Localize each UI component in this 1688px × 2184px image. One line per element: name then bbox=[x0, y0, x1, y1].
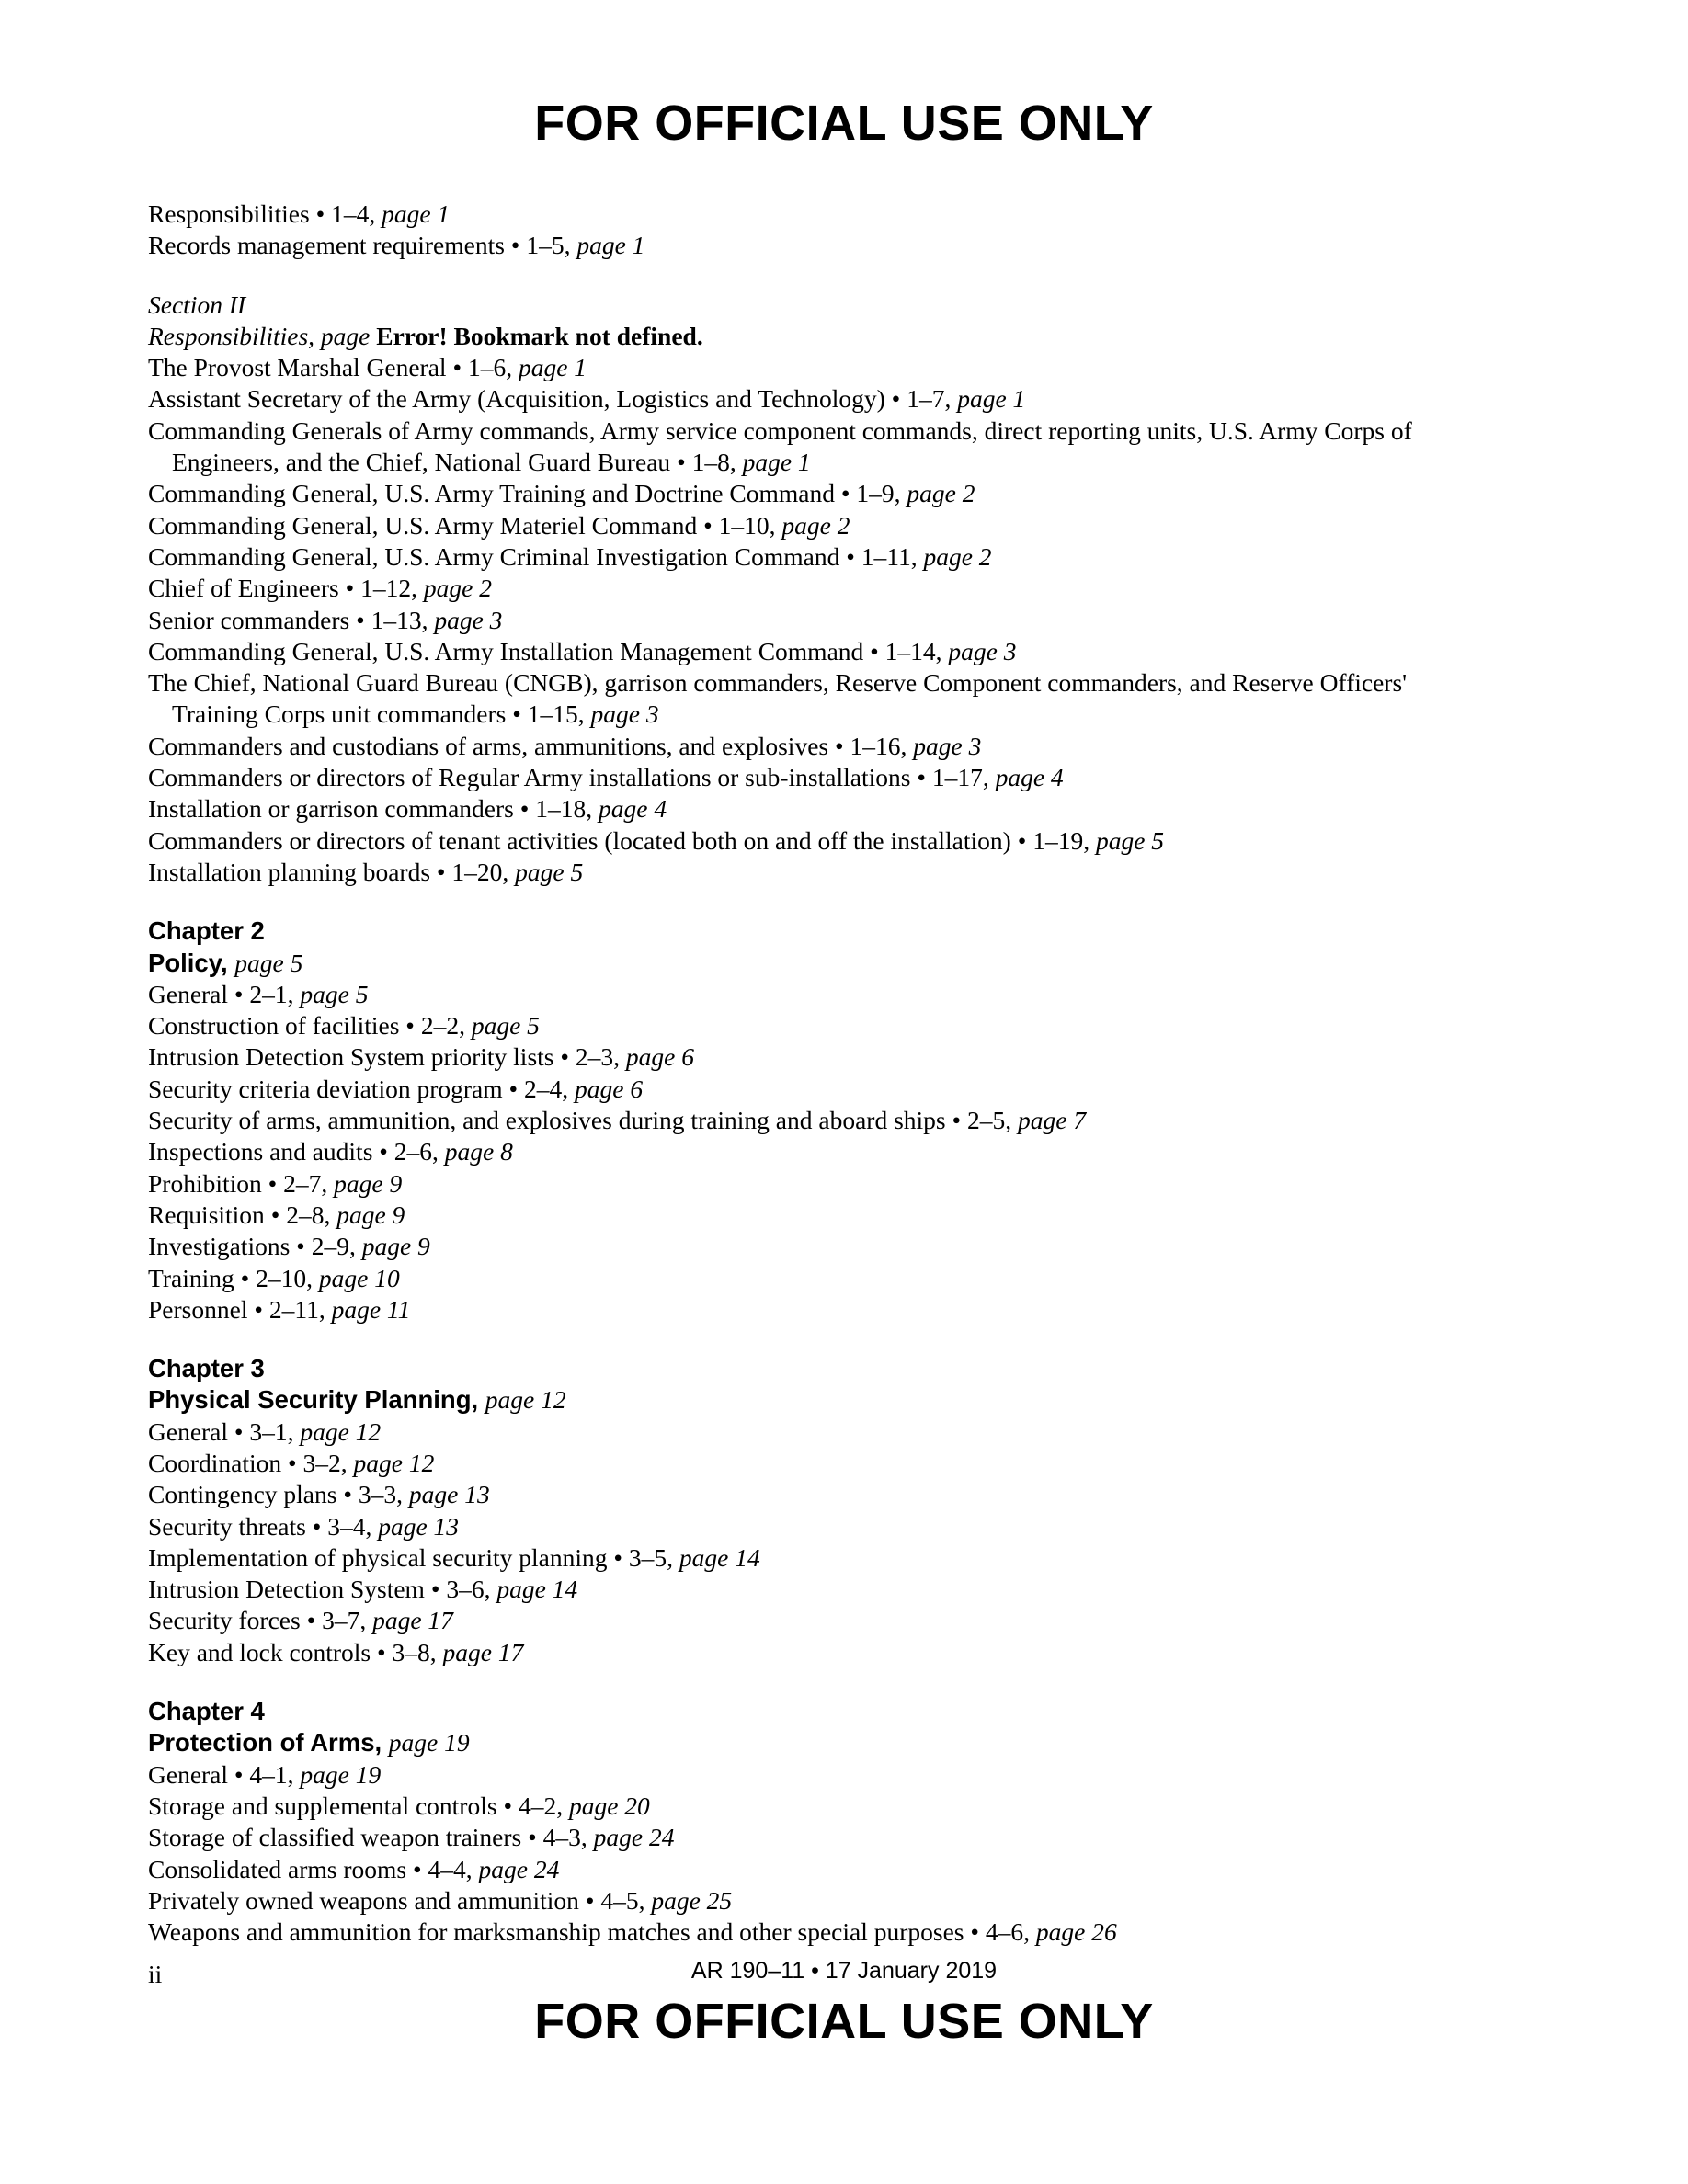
toc-entry: Training • 2–10, page 10 bbox=[148, 1263, 400, 1292]
entry-paragraph: 1–10 bbox=[718, 510, 770, 540]
entry-paragraph: 1–8 bbox=[691, 448, 730, 477]
entry-paragraph: 2–11 bbox=[268, 1294, 319, 1324]
entry-page: page 8 bbox=[444, 1137, 513, 1166]
entry-title: Installation planning boards bbox=[148, 857, 431, 886]
entry-title: Commanding General, U.S. Army Training and Doctrine Command bbox=[148, 479, 836, 508]
toc-entry: Chief of Engineers • 1–12, page 2 bbox=[148, 574, 492, 603]
entry-title: Intrusion Detection System priority lists bbox=[148, 1042, 554, 1072]
entry-title: The Chief, National Guard Bureau (CNGB), garrison commanders, Reserve Component commanders, and Reserve Officers' Training Corps unit commanders bbox=[148, 668, 1408, 729]
entry-paragraph: 3–7 bbox=[322, 1606, 360, 1635]
entry-paragraph: 3–8 bbox=[392, 1637, 430, 1666]
entry-page: page 9 bbox=[361, 1232, 430, 1261]
entry-paragraph: 2–5 bbox=[967, 1106, 1006, 1135]
entry-title: Chief of Engineers bbox=[148, 574, 339, 603]
toc-entry: Assistant Secretary of the Army (Acquisition, Logistics and Technology) • 1–7, page 1 bbox=[148, 384, 1026, 414]
entry-page: page 5 bbox=[471, 1011, 540, 1041]
chapter-title: Policy, bbox=[148, 948, 228, 977]
entry-paragraph: 3–1 bbox=[249, 1416, 288, 1446]
entry-paragraph: 1–15 bbox=[527, 700, 578, 729]
chapter-label: Chapter 3 bbox=[148, 1354, 265, 1383]
entry-page: page 9 bbox=[336, 1200, 405, 1229]
entry-title: Requisition bbox=[148, 1200, 265, 1229]
chapter-label: Chapter 2 bbox=[148, 916, 265, 946]
toc-entry: Implementation of physical security planning • 3–5, page 14 bbox=[148, 1542, 760, 1572]
entry-page: page 2 bbox=[923, 541, 992, 571]
entry-title: Commanders or directors of tenant activities (located both on and off the installation) bbox=[148, 825, 1011, 855]
entry-title: Consolidated arms rooms bbox=[148, 1854, 407, 1883]
footer-document-id: AR 190–11 • 17 January 2019 bbox=[690, 1958, 998, 1984]
toc-entry: Requisition • 2–8, page 9 bbox=[148, 1200, 405, 1229]
footer-page-number: ii bbox=[148, 1960, 163, 1988]
toc-entry: Contingency plans • 3–3, page 13 bbox=[148, 1480, 490, 1509]
chapters bbox=[148, 888, 1472, 1948]
entry-title: Investigations bbox=[148, 1232, 291, 1261]
toc-entry: The Chief, National Guard Bureau (CNGB), garrison commanders, Reserve Component commanders, and Reserve Officers' Training Corps unit commanders • 1–15, page 3 bbox=[148, 668, 1408, 729]
entry-page: page 25 bbox=[651, 1885, 733, 1915]
entry-page: page 24 bbox=[593, 1823, 675, 1852]
chapter-block bbox=[148, 1696, 1472, 1948]
entry-page: page 13 bbox=[378, 1511, 460, 1541]
toc-entry: Commanding General, U.S. Army Training and Doctrine Command • 1–9, page 2 bbox=[148, 479, 975, 508]
entry-title: The Provost Marshal General bbox=[148, 353, 447, 382]
entry-title: General bbox=[148, 979, 229, 1008]
intro-entry-list bbox=[148, 199, 1472, 262]
bookmark-error-text: Error! Bookmark not defined. bbox=[376, 321, 703, 350]
toc-entry: Investigations • 2–9, page 9 bbox=[148, 1232, 430, 1261]
entry-paragraph: 2–1 bbox=[249, 979, 288, 1008]
section-title-line bbox=[148, 321, 1472, 352]
entry-title: Senior commanders bbox=[148, 605, 350, 634]
entry-title: Commanders and custodians of arms, ammunitions, and explosives bbox=[148, 731, 829, 760]
entry-paragraph: 1–9 bbox=[856, 479, 895, 508]
toc-entry: Prohibition • 2–7, page 9 bbox=[148, 1168, 403, 1198]
entry-paragraph: 2–10 bbox=[256, 1263, 307, 1292]
chapter-entry-list bbox=[148, 1416, 1472, 1668]
entry-paragraph: 1–16 bbox=[850, 731, 901, 760]
top-classification-banner: FOR OFFICIAL USE ONLY bbox=[534, 96, 1154, 151]
toc-entry: Commanding General, U.S. Army Installation Management Command • 1–14, page 3 bbox=[148, 636, 1017, 665]
toc-entry: Inspections and audits • 2–6, page 8 bbox=[148, 1137, 513, 1166]
entry-title: Storage of classified weapon trainers bbox=[148, 1823, 522, 1852]
toc-entry: Records management requirements • 1–5, page 1 bbox=[148, 231, 645, 260]
toc-entry: General • 2–1, page 5 bbox=[148, 979, 369, 1008]
toc-entry: Senior commanders • 1–13, page 3 bbox=[148, 605, 503, 634]
toc-entry: Installation planning boards • 1–20, page 5 bbox=[148, 857, 584, 886]
entry-paragraph: 4–1 bbox=[249, 1759, 288, 1789]
toc-entry: Security threats • 3–4, page 13 bbox=[148, 1511, 460, 1541]
entry-paragraph: 1–11 bbox=[861, 541, 911, 571]
chapter-page: page 12 bbox=[485, 1385, 566, 1415]
entry-page: page 20 bbox=[568, 1791, 650, 1820]
spacer bbox=[148, 888, 1472, 916]
entry-page: page 5 bbox=[300, 979, 369, 1008]
entry-page: page 5 bbox=[1095, 825, 1165, 855]
entry-page: page 24 bbox=[478, 1854, 560, 1883]
entry-paragraph: 3–5 bbox=[628, 1542, 667, 1572]
spacer bbox=[148, 262, 1472, 290]
toc-entry: General • 3–1, page 12 bbox=[148, 1416, 382, 1446]
entry-title: Coordination bbox=[148, 1448, 282, 1477]
entry-paragraph: 1–4 bbox=[331, 199, 370, 228]
table-of-contents bbox=[148, 199, 1472, 1948]
chapter-title-line bbox=[148, 1384, 1472, 1416]
entry-title: Responsibilities bbox=[148, 199, 310, 228]
entry-paragraph: 1–19 bbox=[1032, 825, 1084, 855]
entry-title: Installation or garrison commanders bbox=[148, 794, 514, 824]
bottom-classification-banner: FOR OFFICIAL USE ONLY bbox=[534, 1994, 1154, 2049]
entry-title: Inspections and audits bbox=[148, 1137, 373, 1166]
toc-entry: Installation or garrison commanders • 1–18, page 4 bbox=[148, 794, 667, 824]
entry-page: page 2 bbox=[781, 510, 850, 540]
entry-paragraph: 1–13 bbox=[371, 605, 422, 634]
toc-entry: Commanders and custodians of arms, ammunitions, and explosives • 1–16, page 3 bbox=[148, 731, 982, 760]
toc-entry: Construction of facilities • 2–2, page 5 bbox=[148, 1011, 540, 1041]
spacer bbox=[148, 1668, 1472, 1696]
entry-paragraph: 2–8 bbox=[286, 1200, 325, 1229]
entry-title: Security threats bbox=[148, 1511, 306, 1541]
entry-page: page 14 bbox=[496, 1575, 578, 1604]
entry-title: Personnel bbox=[148, 1294, 248, 1324]
entry-page: page 13 bbox=[408, 1480, 490, 1509]
entry-title: Construction of facilities bbox=[148, 1011, 400, 1041]
entry-page: page 3 bbox=[913, 731, 982, 760]
entry-paragraph: 1–6 bbox=[467, 353, 507, 382]
entry-page: page 14 bbox=[679, 1542, 760, 1572]
entry-paragraph: 4–4 bbox=[428, 1854, 466, 1883]
entry-paragraph: 2–2 bbox=[420, 1011, 460, 1041]
entry-page: page 3 bbox=[948, 636, 1017, 665]
toc-entry: Commanding General, U.S. Army Materiel Command • 1–10, page 2 bbox=[148, 510, 850, 540]
entry-paragraph: 1–20 bbox=[451, 857, 503, 886]
entry-title: Privately owned weapons and ammunition bbox=[148, 1885, 579, 1915]
toc-entry: Storage and supplemental controls • 4–2, page 20 bbox=[148, 1791, 650, 1820]
entry-paragraph: 4–6 bbox=[985, 1917, 1024, 1947]
toc-entry: Responsibilities • 1–4, page 1 bbox=[148, 199, 451, 228]
toc-entry: Intrusion Detection System priority lists • 2–3, page 6 bbox=[148, 1042, 694, 1072]
entry-title: Implementation of physical security planning bbox=[148, 1542, 608, 1572]
entry-page: page 4 bbox=[995, 763, 1064, 792]
entry-page: page 1 bbox=[742, 448, 811, 477]
entry-page: page 9 bbox=[334, 1168, 403, 1198]
entry-paragraph: 4–3 bbox=[542, 1823, 581, 1852]
toc-entry: Coordination • 3–2, page 12 bbox=[148, 1448, 435, 1477]
entry-paragraph: 2–7 bbox=[283, 1168, 322, 1198]
entry-title: Commanders or directors of Regular Army installations or sub-installations bbox=[148, 763, 911, 792]
entry-page: page 17 bbox=[372, 1606, 453, 1635]
entry-page: page 26 bbox=[1035, 1917, 1117, 1947]
chapter-page: page 5 bbox=[234, 948, 303, 977]
chapter-title: Protection of Arms, bbox=[148, 1728, 382, 1757]
entry-page: page 11 bbox=[331, 1294, 411, 1324]
entry-title: Security of arms, ammunition, and explosives during training and aboard ships bbox=[148, 1106, 946, 1135]
entry-page: page 7 bbox=[1018, 1106, 1087, 1135]
toc-entry: Intrusion Detection System • 3–6, page 14 bbox=[148, 1575, 578, 1604]
toc-entry: Storage of classified weapon trainers • 4–3, page 24 bbox=[148, 1823, 675, 1852]
entry-paragraph: 1–5 bbox=[526, 231, 565, 260]
entry-page: page 2 bbox=[423, 574, 492, 603]
section-2 bbox=[148, 290, 1472, 889]
entry-title: Commanding General, U.S. Army Installation Management Command bbox=[148, 636, 864, 665]
section-2-entry-list bbox=[148, 352, 1472, 888]
entry-title: Commanding General, U.S. Army Materiel Command bbox=[148, 510, 698, 540]
entry-page: page 3 bbox=[434, 605, 503, 634]
chapter-block bbox=[148, 1353, 1472, 1668]
entry-page: page 17 bbox=[442, 1637, 524, 1666]
entry-page: page 1 bbox=[518, 353, 587, 382]
chapter-page: page 19 bbox=[388, 1728, 470, 1757]
entry-paragraph: 4–2 bbox=[518, 1791, 557, 1820]
toc-entry: Key and lock controls • 3–8, page 17 bbox=[148, 1637, 524, 1666]
entry-title: Commanding General, U.S. Army Criminal Investigation Command bbox=[148, 541, 840, 571]
chapter-label: Chapter 4 bbox=[148, 1697, 265, 1726]
entry-paragraph: 1–7 bbox=[907, 384, 945, 414]
entry-title: Security criteria deviation program bbox=[148, 1074, 503, 1103]
toc-entry: Privately owned weapons and ammunition • 4–5, page 25 bbox=[148, 1885, 733, 1915]
entry-page: page 19 bbox=[300, 1759, 382, 1789]
toc-entry: Commanders or directors of Regular Army installations or sub-installations • 1–17, page 4 bbox=[148, 763, 1064, 792]
entry-title: Intrusion Detection System bbox=[148, 1575, 425, 1604]
toc-entry: Consolidated arms rooms • 4–4, page 24 bbox=[148, 1854, 560, 1883]
entry-paragraph: 3–2 bbox=[302, 1448, 341, 1477]
toc-entry: Personnel • 2–11, page 11 bbox=[148, 1294, 411, 1324]
entry-title: General bbox=[148, 1759, 229, 1789]
entry-title: Commanding Generals of Army commands, Army service component commands, direct reporting units, U.S. Army Corps of Engineers, and the Chief, National Guard Bureau bbox=[148, 415, 1412, 477]
toc-entry: Commanding General, U.S. Army Criminal Investigation Command • 1–11, page 2 bbox=[148, 541, 992, 571]
entry-paragraph: 2–9 bbox=[311, 1232, 349, 1261]
entry-page: page 4 bbox=[599, 794, 667, 824]
toc-entry: Security criteria deviation program • 2–4, page 6 bbox=[148, 1074, 644, 1103]
entry-title: Storage and supplemental controls bbox=[148, 1791, 497, 1820]
toc-entry: Security of arms, ammunition, and explosives during training and aboard ships • 2–5, page 7 bbox=[148, 1106, 1087, 1135]
entry-title: Security forces bbox=[148, 1606, 301, 1635]
spacer bbox=[148, 1325, 1472, 1353]
entry-page: page 3 bbox=[590, 700, 659, 729]
entry-page: page 1 bbox=[576, 231, 645, 260]
entry-paragraph: 3–3 bbox=[358, 1480, 397, 1509]
entry-page: page 2 bbox=[907, 479, 975, 508]
entry-paragraph: 3–6 bbox=[446, 1575, 485, 1604]
entry-title: Prohibition bbox=[148, 1168, 262, 1198]
toc-entry: Commanding Generals of Army commands, Army service component commands, direct reporting units, U.S. Army Corps of Engineers, and the Chief, National Guard Bureau • 1–8, page 1 bbox=[148, 415, 1412, 477]
entry-title: General bbox=[148, 1416, 229, 1446]
toc-entry: Security forces • 3–7, page 17 bbox=[148, 1606, 453, 1635]
entry-page: page 12 bbox=[353, 1448, 435, 1477]
chapter-title: Physical Security Planning, bbox=[148, 1385, 479, 1415]
entry-paragraph: 1–12 bbox=[360, 574, 412, 603]
entry-title: Records management requirements bbox=[148, 231, 505, 260]
entry-paragraph: 1–17 bbox=[931, 763, 983, 792]
entry-paragraph: 1–14 bbox=[884, 636, 936, 665]
entry-title: Key and lock controls bbox=[148, 1637, 371, 1666]
entry-title: Contingency plans bbox=[148, 1480, 337, 1509]
entry-page: page 1 bbox=[957, 384, 1026, 414]
section-title: Responsibilities, page bbox=[148, 321, 371, 350]
entry-page: page 6 bbox=[625, 1042, 694, 1072]
entry-page: page 12 bbox=[300, 1416, 382, 1446]
entry-page: page 1 bbox=[382, 199, 451, 228]
entry-title: Weapons and ammunition for marksmanship matches and other special purposes bbox=[148, 1917, 964, 1947]
entry-paragraph: 4–5 bbox=[600, 1885, 639, 1915]
chapter-entry-list bbox=[148, 1759, 1472, 1949]
entry-paragraph: 3–4 bbox=[327, 1511, 366, 1541]
chapter-entry-list bbox=[148, 979, 1472, 1325]
entry-paragraph: 2–4 bbox=[524, 1074, 563, 1103]
entry-page: page 10 bbox=[318, 1263, 400, 1292]
entry-page: page 6 bbox=[575, 1074, 644, 1103]
section-label: Section II bbox=[148, 290, 246, 319]
toc-entry: Weapons and ammunition for marksmanship matches and other special purposes • 4–6, page 26 bbox=[148, 1917, 1117, 1947]
entry-title: Training bbox=[148, 1263, 234, 1292]
chapter-title-line bbox=[148, 1727, 1472, 1758]
toc-entry: General • 4–1, page 19 bbox=[148, 1759, 382, 1789]
entry-paragraph: 1–18 bbox=[535, 794, 587, 824]
entry-paragraph: 2–6 bbox=[393, 1137, 433, 1166]
entry-paragraph: 2–3 bbox=[575, 1042, 614, 1072]
entry-title: Assistant Secretary of the Army (Acquisition, Logistics and Technology) bbox=[148, 384, 885, 414]
toc-entry: The Provost Marshal General • 1–6, page 1 bbox=[148, 353, 587, 382]
chapter-block bbox=[148, 916, 1472, 1325]
toc-entry: Commanders or directors of tenant activities (located both on and off the installation) • 1–19, page 5 bbox=[148, 825, 1165, 855]
entry-page: page 5 bbox=[515, 857, 584, 886]
chapter-title-line bbox=[148, 948, 1472, 979]
